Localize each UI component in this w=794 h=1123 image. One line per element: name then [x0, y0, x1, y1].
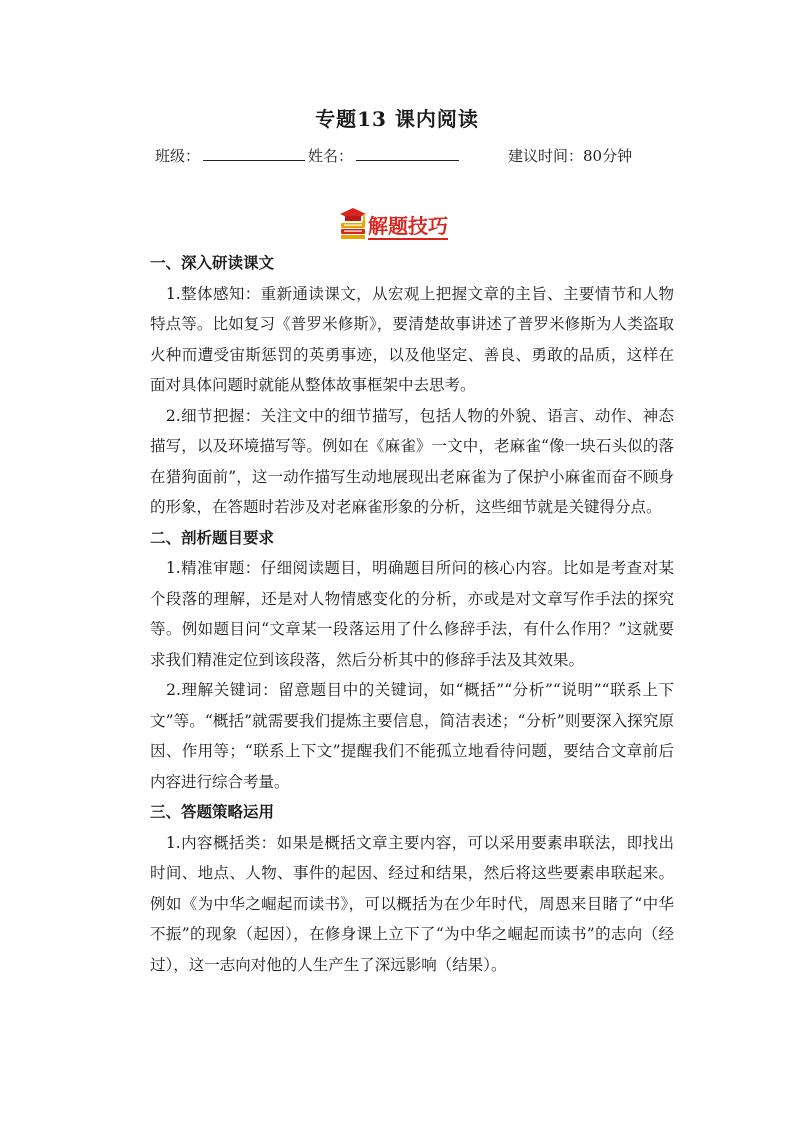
page-title: 专题13 课内阅读: [315, 107, 479, 131]
section-heading: 二、剖析题目要求: [150, 527, 275, 547]
section-heading: 三、答题策略运用: [150, 802, 275, 821]
class-label: 班级：: [155, 147, 201, 165]
student-info-row: [0, 145, 794, 167]
tips-banner-label: 解题技巧: [368, 214, 448, 238]
books-graduation-cap-icon: [338, 206, 368, 240]
paragraph: 1.精准审题：仔细阅读题目，明确题目所问的核心内容。比如是考查对某个段落的理解，还是对人物情感变化的分析，亦或是对文章写作手法的探究等。例如题目问“文章某一段落运用了什么修辞手法，有什么作用？”这就要求我们精准定位到该段落，然后分析其中的修辞手法及其效果。: [150, 559, 674, 669]
section-heading: 一、深入研读课文: [150, 253, 275, 272]
paragraph: 1.内容概括类：如果是概括文章主要内容，可以采用要素串联法，即找出时间、地点、人物、事件的起因、经过和结果，然后将这些要素串联起来。例如《为中华之崛起而读书》，可以概括为在少年时代，周恩来目睹了“中华不振”的现象（起因），在修身课上立下了“为中华之崛起而读书”的志向（经过），这一志向对他的人生产生了深远影响（结果）。: [150, 833, 674, 974]
paragraph: 2.细节把握：关注文中的细节描写，包括人物的外貌、语言、动作、神态描写，以及环境描写等。例如在《麻雀》一文中，老麻雀“像一块石头似的落在猎狗面前”，这一动作描写生动地展现出老麻雀为了保护小麻雀而奋不顾身的形象，在答题时若涉及对老麻雀形象的分析，这些细节就是关键得分点。: [150, 406, 674, 516]
tips-banner: [338, 206, 478, 242]
paragraph: 1.整体感知：重新通读课文，从宏观上把握文章的主旨、主要情节和人物特点等。比如复习《普罗米修斯》，要清楚故事讲述了普罗米修斯为人类盗取火种而遭受宙斯惩罚的英勇事迹，以及他坚定、善良、勇敢的品质，这样在面对具体问题时就能从整体故事框架中去思考。: [150, 284, 674, 394]
paragraph: 2.理解关键词：留意题目中的关键词，如“概括”“分析”“说明”“联系上下文”等。“概括”就需要我们提炼主要信息，简洁表述；“分析”则要深入探究原因、作用等；“联系上下文”提醒我们不能孤立地看待问题，要结合文章前后内容进行综合考量。: [150, 681, 674, 791]
article-body: [150, 248, 674, 980]
name-label: 姓名：: [308, 147, 354, 165]
time-label: 建议时间：80分钟: [508, 147, 633, 165]
